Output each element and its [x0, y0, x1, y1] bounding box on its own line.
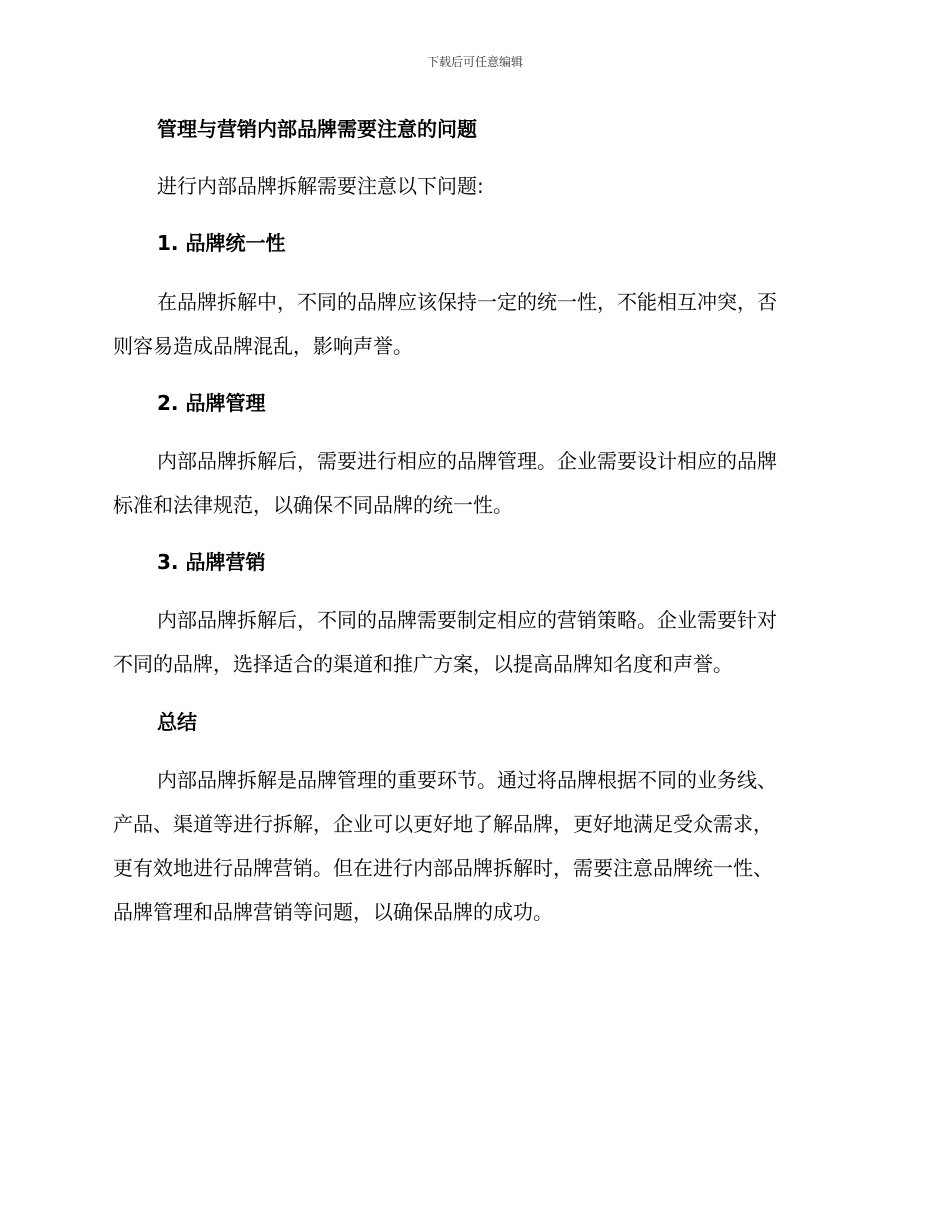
summary-line-3: 更有效地进行品牌营销。但在进行内部品牌拆解时，需要注意品牌统一性、: [113, 856, 773, 880]
section-1-line-2: 则容易造成品牌混乱，影响声誉。: [113, 334, 413, 358]
section-2-line-2: 标准和法律规范，以确保不同品牌的统一性。: [113, 493, 513, 517]
summary-heading: 总结: [157, 710, 197, 734]
section-2-paragraph: [113, 439, 829, 527]
summary-line-2: 产品、渠道等进行拆解，企业可以更好地了解品牌，更好地满足受众需求，: [113, 812, 773, 836]
page-header: 下载后可任意编辑: [426, 55, 523, 69]
section-2-heading: 2. 品牌管理: [157, 391, 266, 415]
section-3-heading: 3. 品牌营销: [157, 550, 266, 574]
intro-text: 进行内部品牌拆解需要注意以下问题:: [157, 174, 484, 198]
section-3-line-1: 内部品牌拆解后，不同的品牌需要制定相应的营销策略。企业需要针对: [157, 608, 777, 632]
section-3-paragraph: [113, 598, 829, 686]
summary-paragraph: [113, 758, 829, 934]
section-1-line-1: 在品牌拆解中，不同的品牌应该保持一定的统一性，不能相互冲突，否: [157, 290, 777, 314]
document-title: 管理与营销内部品牌需要注意的问题: [157, 117, 477, 141]
summary-line-4: 品牌管理和品牌营销等问题，以确保品牌的成功。: [113, 900, 553, 924]
section-1-heading: 1. 品牌统一性: [157, 231, 286, 255]
section-1-paragraph: [113, 280, 829, 368]
section-2-line-1: 内部品牌拆解后，需要进行相应的品牌管理。企业需要设计相应的品牌: [157, 449, 777, 473]
section-3-line-2: 不同的品牌，选择适合的渠道和推广方案，以提高品牌知名度和声誉。: [113, 652, 733, 676]
summary-line-1: 内部品牌拆解是品牌管理的重要环节。通过将品牌根据不同的业务线、: [157, 768, 777, 792]
